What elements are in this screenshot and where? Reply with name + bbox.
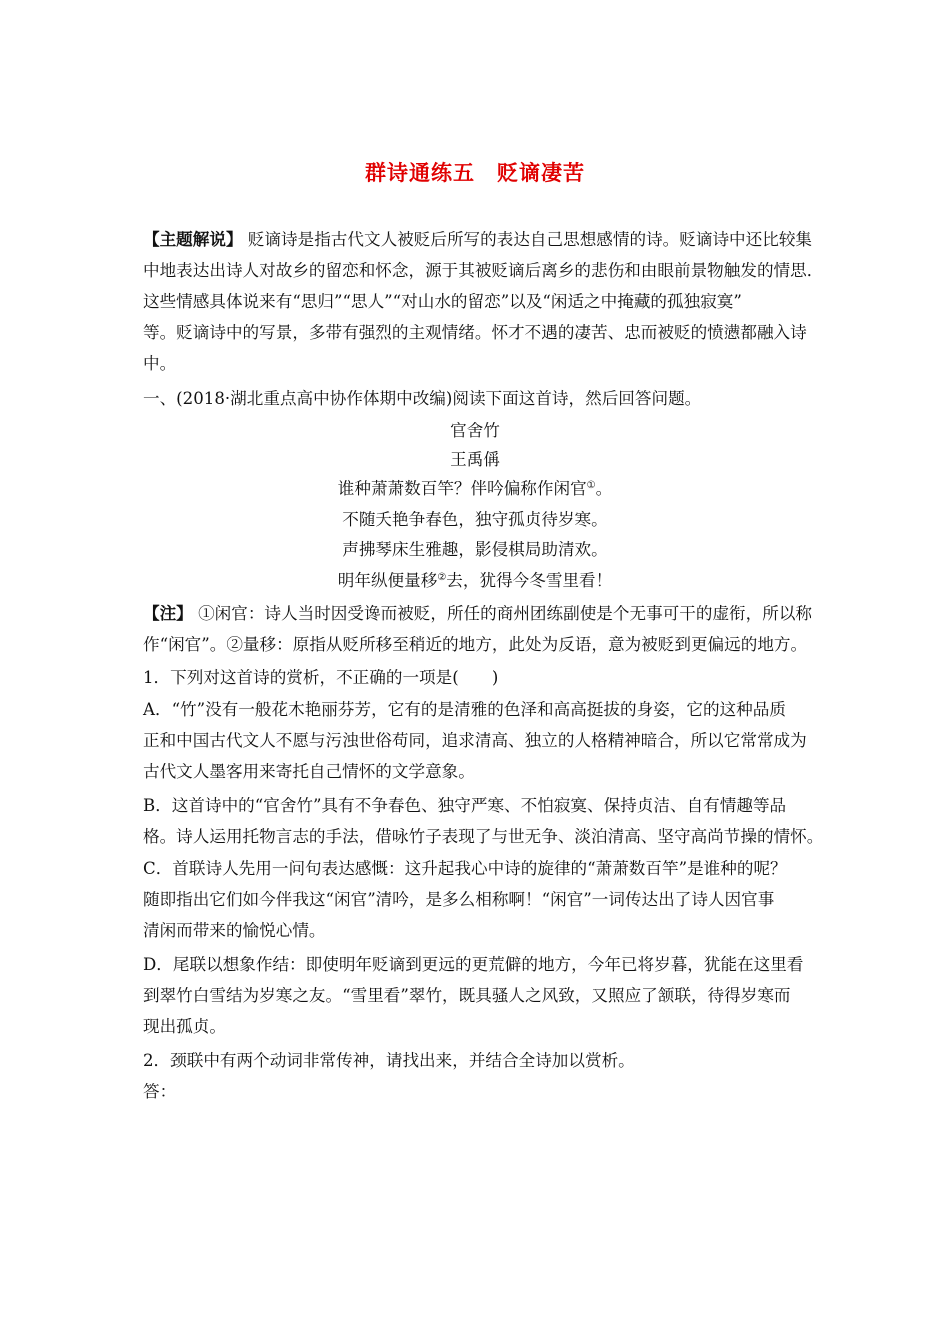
question-1-stem: 1．下列对这首诗的赏析，不正确的一项是( ) xyxy=(143,668,499,687)
intro-line-3: 这些情感具体说来有“思归”“思人”“对山水的留恋”以及“闲适之中掩藏的孤独寂寞” xyxy=(143,292,742,311)
note-line-1 xyxy=(143,601,823,627)
poem-title: 官舍竹 xyxy=(450,421,500,440)
page-title xyxy=(0,157,950,187)
option-b-line-1: B．这首诗中的“官舍竹”具有不争春色、独守严寒、不怕寂寞、保持贞洁、自有情趣等品 xyxy=(143,796,787,815)
intro-line-2: 中地表达出诗人对故乡的留恋和怀念，源于其被贬谪后离乡的悲伤和由眼前景物触发的情思． xyxy=(143,261,824,280)
note-text-1: ①闲官：诗人当时因受谗而被贬，所任的商州团练副使是个无事可干的虚衔，所以称 xyxy=(198,604,813,623)
option-b-line-2: 格。诗人运用托物言志的手法，借咏竹子表现了与世无争、淡泊清高、坚守高尚节操的情怀。 xyxy=(143,827,824,846)
poem-author: 王禹偁 xyxy=(450,450,500,469)
poem-line-1 xyxy=(0,476,950,502)
poem-line-4-text-a: 明年纵便量移 xyxy=(337,571,438,590)
intro-line-4: 等。贬谪诗中的写景，多带有强烈的主观情绪。怀才不遇的凄苦、忠而被贬的愤懑都融入诗 xyxy=(143,323,807,342)
poem-line-3: 声拂琴床生雅趣，影侵棋局助清欢。 xyxy=(342,540,608,559)
poem-line-4-text-b: 去，犹得今冬雪里看！ xyxy=(446,571,613,590)
footnote-marker-2: ② xyxy=(437,572,447,583)
note-label: 【注】 xyxy=(143,604,193,623)
option-d-line-2: 到翠竹白雪结为岁寒之友。“雪里看”翠竹，既具骚人之风致，又照应了颔联，待得岁寒而 xyxy=(143,986,791,1005)
option-a-line-3: 古代文人墨客用来寄托自己情怀的文学意象。 xyxy=(143,762,475,781)
poem-line-1-text: 谁种萧萧数百竿？伴吟偏称作闲官 xyxy=(337,479,587,498)
intro-label: 【主题解说】 xyxy=(143,230,243,249)
note-line-2: 作“闲官”。②量移：原指从贬所移至稍近的地方，此处为反语，意为被贬到更偏远的地方。 xyxy=(143,635,808,654)
answer-label: 答： xyxy=(143,1082,177,1101)
intro-line-5: 中。 xyxy=(143,354,177,373)
option-c-line-1: C．首联诗人先用一问句表达感慨：这升起我心中诗的旋律的“萧萧数百竿”是谁种的呢？ xyxy=(143,859,787,878)
title-part-2: 贬谪凄苦 xyxy=(497,161,585,185)
section-one-heading: 一、(2018·湖北重点高中协作体期中改编)阅读下面这首诗，然后回答问题。 xyxy=(143,389,702,408)
option-d-line-1: D．尾联以想象作结：即使明年贬谪到更远的更荒僻的地方，今年已将岁暮，犹能在这里看 xyxy=(143,955,804,974)
option-c-line-3: 清闲而带来的愉悦心情。 xyxy=(143,921,326,940)
poem-line-4 xyxy=(0,568,950,594)
poem-line-1-end: 。 xyxy=(595,479,613,498)
intro-text-1: 贬谪诗是指古代文人被贬后所写的表达自己思想感情的诗。贬谪诗中还比较集 xyxy=(247,230,813,249)
question-2-stem: 2．颈联中有两个动词非常传神，请找出来，并结合全诗加以赏析。 xyxy=(143,1051,635,1070)
intro-line-1 xyxy=(143,227,823,253)
option-a-line-1: A．“竹”没有一般花木艳丽芬芳，它有的是清雅的色泽和高高挺拔的身姿，它的这种品质 xyxy=(143,700,786,719)
title-part-1: 群诗通练五 xyxy=(365,161,475,185)
option-d-line-3: 现出孤贞。 xyxy=(143,1017,226,1036)
poem-line-2: 不随夭艳争春色，独守孤贞待岁寒。 xyxy=(342,510,608,529)
option-a-line-2: 正和中国古代文人不愿与污浊世俗苟同，追求清高、独立的人格精神暗合，所以它常常成为 xyxy=(143,731,807,750)
option-c-line-2: 随即指出它们如今伴我这“闲官”清吟，是多么相称啊！“闲官”一词传达出了诗人因官事 xyxy=(143,890,775,909)
footnote-marker-1: ① xyxy=(586,480,596,491)
